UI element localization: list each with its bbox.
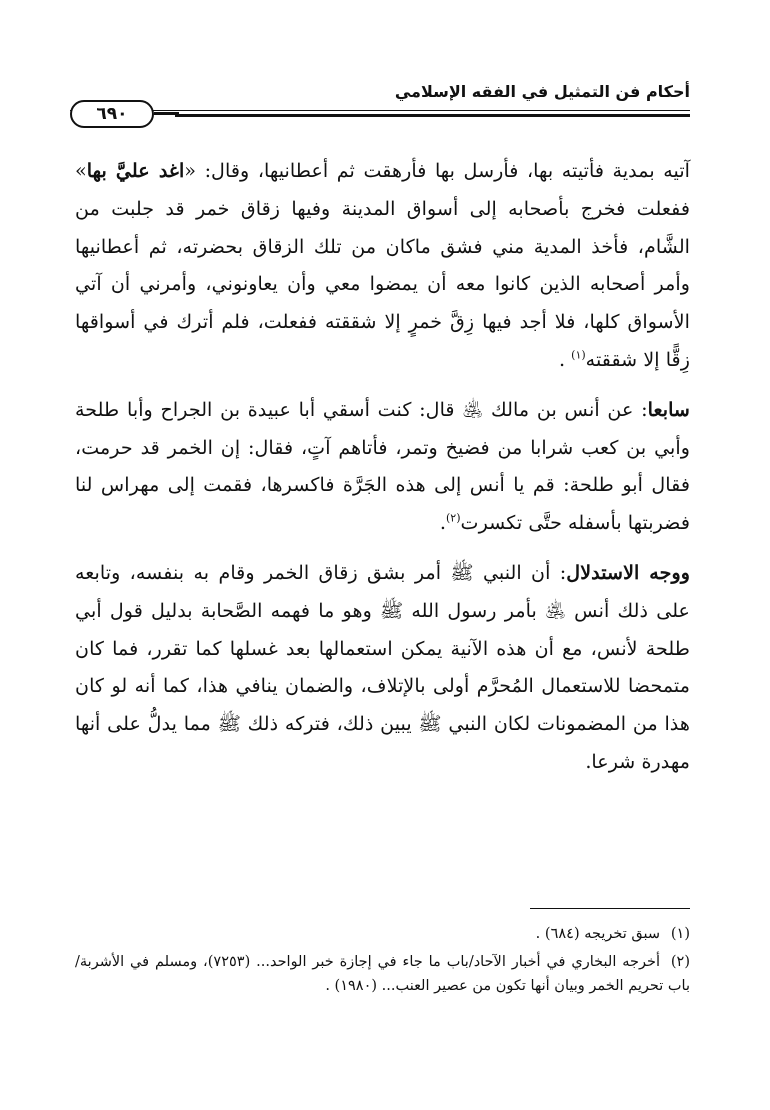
- header-rule-thin: [70, 110, 690, 111]
- bold-phrase: اغد عليَّ بها: [86, 159, 185, 182]
- running-header: [70, 82, 690, 126]
- paragraph-1: آتيه بمدية فأتيته بها، فأرسل بها فأرهقت ثم أعطانيها، وقال: «اغد عليَّ بها» ففعلت فخرج بأصحابه إلى أسواق المدينة وفيها زقاق خمر قد جلبت من الشَّام، فأخذ المدية مني فشق ماكان من تلك الزقاق بحضرته، ثم أعطانيها وأمر أصحابه الذين كانوا معه أن يمضوا معي وأن يعاونوني، وأمرني أن آتي الأسواق كلها، فلا أجد فيها زِقَّ خمرٍ إلا شققته ففعلت، فلم أترك في أسواقها زِقًّا إلا شققته$^{(١)}$ .: [75, 159, 690, 371]
- footnote-1: [75, 922, 690, 946]
- footnote-separator: [530, 908, 690, 909]
- section-label-inference: ووجه الاستدلال: [566, 560, 690, 584]
- footnote-ref-2[interactable]: (٢): [446, 511, 461, 525]
- book-title: أحكام فن التمثيل في الفقه الإسلامي: [394, 82, 690, 101]
- page-number-leader: [154, 112, 179, 115]
- footnote-number: (١): [670, 926, 690, 942]
- footnotes: [75, 922, 690, 1002]
- footnote-text: أخرجه البخاري في أخبار الآحاد/باب ما جاء في إجازة خبر الواحد... (٧٢٥٣)، ومسلم في الأشربة/باب تحريم الخمر وبيان أنها تكون من عصير العنب... (١٩٨٠) .: [75, 954, 690, 994]
- page-number-frame: [70, 100, 160, 126]
- page-number: ٦٩٠: [70, 100, 154, 128]
- footnote-text: سبق تخريجه (٦٨٤) .: [535, 926, 660, 942]
- footnote-ref-1[interactable]: (١): [571, 348, 586, 362]
- paragraph-3: ووجه الاستدلال: أن النبي ﷺ أمر بشق زقاق الخمر وقام به بنفسه، وتابعه على ذلك أنس ﵁ بأمر رسول الله ﷺ وهو ما فهمه الصَّحابة بدليل قول أبي طلحة لأنس، مع أن هذه الآنية يمكن استعمالها بعد غسلها كما تقرر، فما كان متمحضا للاستعمال المُحرَّم أولى بالإتلاف، والضمان ينافي هذا، كما أنه لو كان هذا من المضمونات لكان النبي ﷺ يبين ذلك، فتركه ذلك ﷺ مما يدلُّ على أنها مهدرة شرعا.: [75, 560, 690, 773]
- footnote-2: [75, 950, 690, 998]
- footnote-number: (٢): [670, 954, 691, 970]
- section-label-seventh: سابعا: [647, 397, 690, 421]
- header-rule-thick: [175, 114, 690, 117]
- paragraph-2: سابعا: عن أنس بن مالك ﵁ قال: كنت أسقي أبا عبيدة بن الجراح وأبا طلحة وأبي بن كعب شرابا من فضيخ وتمر، فأتاهم آتٍ، فقال: إن الخمر قد حرمت، فقال أبو طلحة: قم يا أنس إلى هذه الجَرَّة فاكسرها، فقمت إلى مهراس لنا فضربتها بأسفله حتَّى تكسرت$^{(٢)}$.: [75, 397, 690, 535]
- main-text: [75, 152, 690, 781]
